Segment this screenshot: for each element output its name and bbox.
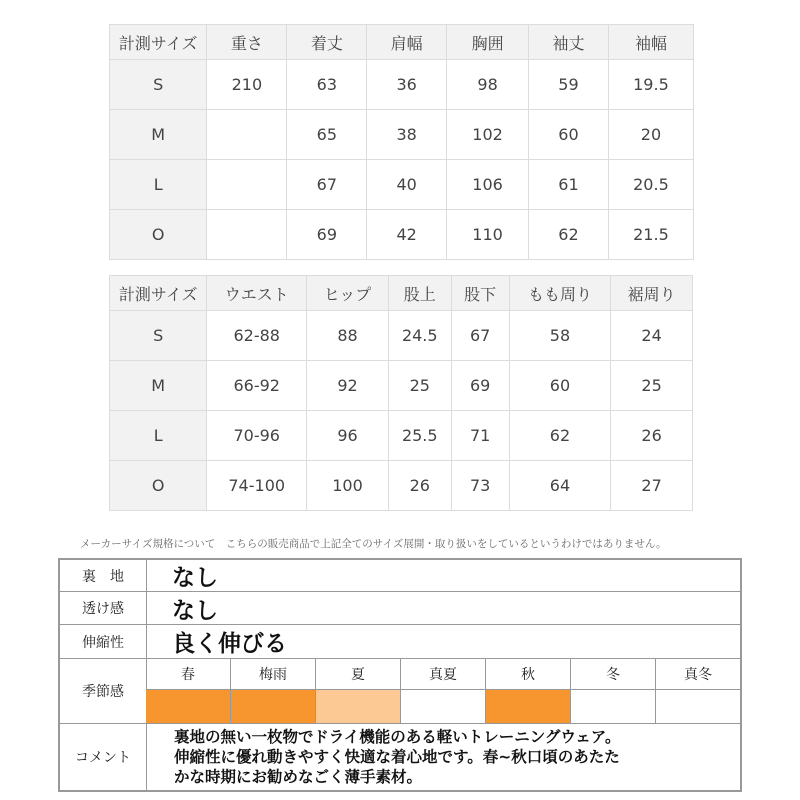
table-cell: 36 [367, 60, 447, 110]
table-cell: 20.5 [608, 160, 693, 210]
column-header: ウエスト [207, 276, 307, 311]
spec-table [58, 558, 742, 792]
table-row [110, 60, 694, 110]
spec-value: 良く伸びる [172, 631, 287, 657]
season-indicator [571, 690, 655, 723]
table-cell: 26 [389, 461, 451, 511]
size-label-cell: S [110, 60, 207, 110]
spec-label: 伸縮性 [60, 625, 147, 658]
season-name: 冬 [571, 659, 655, 690]
table-cell: 106 [447, 160, 529, 210]
table-cell: 63 [287, 60, 367, 110]
table-cell: 67 [287, 160, 367, 210]
spec-label: コメント [60, 724, 147, 790]
spec-value: なし [172, 565, 218, 591]
comment-line: かな時期にお勧めなごく薄手素材。 [174, 768, 423, 786]
column-header: 肩幅 [367, 25, 447, 60]
table-cell: 62 [509, 411, 610, 461]
table-header-row [110, 25, 694, 60]
table-cell: 25.5 [389, 411, 451, 461]
table-cell: 40 [367, 160, 447, 210]
season-column [486, 659, 571, 723]
comment-line: 裏地の無い一枚物でドライ機能のある軽いトレーニングウェア。 [174, 728, 621, 746]
table-cell: 92 [307, 361, 389, 411]
table-cell: 25 [611, 361, 693, 411]
spec-label: 季節感 [60, 659, 147, 723]
table-cell [207, 160, 287, 210]
table-cell: 42 [367, 210, 447, 260]
table-cell: 62-88 [207, 311, 307, 361]
spec-row-comment [60, 724, 740, 790]
table-cell: 98 [447, 60, 529, 110]
table-cell: 62 [529, 210, 609, 260]
season-indicator [231, 690, 315, 723]
size-label-cell: O [110, 210, 207, 260]
table-cell: 73 [451, 461, 509, 511]
season-column [231, 659, 316, 723]
season-name: 梅雨 [231, 659, 315, 690]
table-cell: 38 [367, 110, 447, 160]
spec-label: 透け感 [60, 592, 147, 624]
spec-row-stretch [60, 625, 740, 659]
column-header: 重さ [207, 25, 287, 60]
spec-row-sheerness [60, 592, 740, 625]
table-cell: 110 [447, 210, 529, 260]
season-indicator [316, 690, 400, 723]
table-header-row [110, 276, 693, 311]
table-cell: 102 [447, 110, 529, 160]
table-cell: 88 [307, 311, 389, 361]
table-cell: 69 [287, 210, 367, 260]
table-cell: 59 [529, 60, 609, 110]
comment-text [174, 724, 736, 790]
table-cell: 74-100 [207, 461, 307, 511]
season-indicator [146, 690, 230, 723]
table-row [110, 160, 694, 210]
column-header: 裾周り [611, 276, 693, 311]
table-cell: 27 [611, 461, 693, 511]
size-label-cell: M [110, 361, 207, 411]
table-cell: 96 [307, 411, 389, 461]
size-label-cell: L [110, 160, 207, 210]
table-cell: 210 [207, 60, 287, 110]
season-name: 秋 [486, 659, 570, 690]
season-name: 真冬 [656, 659, 740, 690]
column-header: 計測サイズ [110, 25, 207, 60]
table-row [110, 110, 694, 160]
season-indicator [656, 690, 740, 723]
season-indicator [401, 690, 485, 723]
bottoms-size-table [109, 275, 693, 511]
size-note: メーカーサイズ規格について こちらの販売商品で上記全てのサイズ展開・取り扱いをしているというわけではありません。 [80, 538, 667, 550]
table-cell: 60 [509, 361, 610, 411]
season-indicator [486, 690, 570, 723]
table-cell: 20 [608, 110, 693, 160]
table-cell: 24 [611, 311, 693, 361]
table-cell: 25 [389, 361, 451, 411]
season-column [401, 659, 486, 723]
table-row [110, 361, 693, 411]
column-header: 袖丈 [529, 25, 609, 60]
column-header: 計測サイズ [110, 276, 207, 311]
table-cell: 67 [451, 311, 509, 361]
season-column [146, 659, 231, 723]
table-row [110, 210, 694, 260]
table-cell: 64 [509, 461, 610, 511]
table-cell: 26 [611, 411, 693, 461]
table-cell: 21.5 [608, 210, 693, 260]
column-header: もも周り [509, 276, 610, 311]
season-grid [146, 659, 740, 723]
season-name: 夏 [316, 659, 400, 690]
table-cell: 69 [451, 361, 509, 411]
table-cell: 70-96 [207, 411, 307, 461]
size-label-cell: M [110, 110, 207, 160]
table-cell: 60 [529, 110, 609, 160]
tops-size-table [109, 24, 694, 260]
column-header: 股下 [451, 276, 509, 311]
table-cell [207, 210, 287, 260]
size-label-cell: L [110, 411, 207, 461]
table-cell: 61 [529, 160, 609, 210]
table-cell: 71 [451, 411, 509, 461]
table-cell: 58 [509, 311, 610, 361]
table-cell: 24.5 [389, 311, 451, 361]
season-name: 春 [146, 659, 230, 690]
season-name: 真夏 [401, 659, 485, 690]
table-cell: 66-92 [207, 361, 307, 411]
size-label-cell: O [110, 461, 207, 511]
column-header: 袖幅 [608, 25, 693, 60]
season-column [316, 659, 401, 723]
table-cell: 19.5 [608, 60, 693, 110]
spec-row-season [60, 659, 740, 724]
comment-line: 伸縮性に優れ動きやすく快適な着心地です。春~秋口頃のあたた [174, 748, 620, 766]
table-cell: 100 [307, 461, 389, 511]
spec-row-lining [60, 560, 740, 592]
column-header: 着丈 [287, 25, 367, 60]
column-header: 胸囲 [447, 25, 529, 60]
table-cell: 65 [287, 110, 367, 160]
table-row [110, 411, 693, 461]
spec-label: 裏 地 [60, 560, 147, 591]
season-column [656, 659, 740, 723]
season-column [571, 659, 656, 723]
size-label-cell: S [110, 311, 207, 361]
table-cell [207, 110, 287, 160]
table-row [110, 461, 693, 511]
column-header: 股上 [389, 276, 451, 311]
column-header: ヒップ [307, 276, 389, 311]
spec-value: なし [172, 597, 218, 624]
table-row [110, 311, 693, 361]
